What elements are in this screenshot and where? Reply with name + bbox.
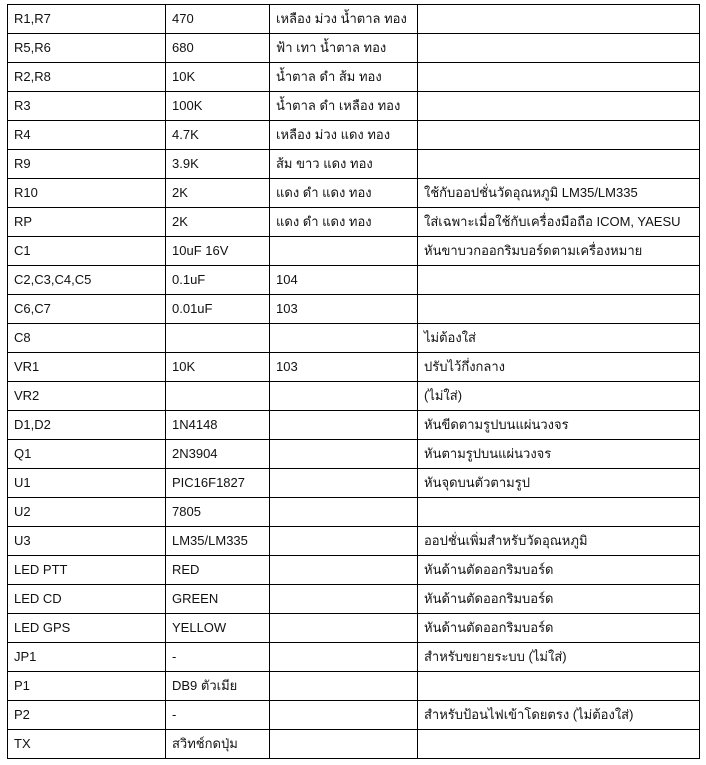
- cell-code: [270, 701, 418, 730]
- table-row: [8, 5, 700, 34]
- table-row: [8, 498, 700, 527]
- cell-reference: C1: [8, 237, 166, 266]
- table-row: [8, 382, 700, 411]
- cell-note: [418, 121, 700, 150]
- cell-note: หันขีดตามรูปบนแผ่นวงจร: [418, 411, 700, 440]
- table-row: [8, 614, 700, 643]
- cell-reference: JP1: [8, 643, 166, 672]
- cell-code: [270, 498, 418, 527]
- table-row: [8, 324, 700, 353]
- cell-reference: VR1: [8, 353, 166, 382]
- cell-code: [270, 672, 418, 701]
- cell-code: 103: [270, 295, 418, 324]
- table-row: [8, 353, 700, 382]
- cell-reference: R5,R6: [8, 34, 166, 63]
- cell-code: [270, 324, 418, 353]
- cell-reference: R10: [8, 179, 166, 208]
- cell-reference: D1,D2: [8, 411, 166, 440]
- table-row: [8, 34, 700, 63]
- table-row: [8, 730, 700, 759]
- cell-note: [418, 266, 700, 295]
- table-row: [8, 150, 700, 179]
- cell-note: ออปชั่นเพิ่มสำหรับวัดอุณหภูมิ: [418, 527, 700, 556]
- cell-reference: C6,C7: [8, 295, 166, 324]
- cell-value: [166, 382, 270, 411]
- cell-reference: P2: [8, 701, 166, 730]
- cell-reference: U2: [8, 498, 166, 527]
- cell-note: ใส่เฉพาะเมื่อใช้กับเครื่องมือถือ ICOM, YAESU: [418, 208, 700, 237]
- table-row: [8, 121, 700, 150]
- parts-list-body: [8, 5, 700, 759]
- cell-reference: U1: [8, 469, 166, 498]
- table-row: [8, 92, 700, 121]
- cell-value: 2N3904: [166, 440, 270, 469]
- cell-value: 7805: [166, 498, 270, 527]
- cell-value: GREEN: [166, 585, 270, 614]
- cell-reference: LED CD: [8, 585, 166, 614]
- cell-reference: R9: [8, 150, 166, 179]
- table-row: [8, 266, 700, 295]
- table-row: [8, 237, 700, 266]
- cell-reference: LED GPS: [8, 614, 166, 643]
- cell-reference: TX: [8, 730, 166, 759]
- cell-code: แดง ดำ แดง ทอง: [270, 208, 418, 237]
- cell-note: (ไม่ใส่): [418, 382, 700, 411]
- parts-list-table: [7, 4, 700, 759]
- cell-value: 4.7K: [166, 121, 270, 150]
- cell-reference: C2,C3,C4,C5: [8, 266, 166, 295]
- table-row: [8, 440, 700, 469]
- cell-note: หันตามรูปบนแผ่นวงจร: [418, 440, 700, 469]
- cell-note: [418, 92, 700, 121]
- cell-note: หันด้านตัดออกริมบอร์ด: [418, 556, 700, 585]
- cell-note: หันด้านตัดออกริมบอร์ด: [418, 585, 700, 614]
- cell-code: [270, 730, 418, 759]
- cell-note: [418, 672, 700, 701]
- cell-reference: R4: [8, 121, 166, 150]
- cell-note: ไม่ต้องใส่: [418, 324, 700, 353]
- table-row: [8, 179, 700, 208]
- table-row: [8, 63, 700, 92]
- cell-code: [270, 556, 418, 585]
- table-row: [8, 585, 700, 614]
- cell-note: [418, 34, 700, 63]
- cell-code: 103: [270, 353, 418, 382]
- cell-value: 2K: [166, 208, 270, 237]
- cell-note: [418, 63, 700, 92]
- cell-code: เหลือง ม่วง น้ำตาล ทอง: [270, 5, 418, 34]
- cell-value: DB9 ตัวเมีย: [166, 672, 270, 701]
- cell-code: [270, 382, 418, 411]
- cell-reference: P1: [8, 672, 166, 701]
- cell-note: หันด้านตัดออกริมบอร์ด: [418, 614, 700, 643]
- cell-value: 470: [166, 5, 270, 34]
- cell-code: [270, 614, 418, 643]
- cell-code: [270, 527, 418, 556]
- cell-code: น้ำตาล ดำ เหลือง ทอง: [270, 92, 418, 121]
- table-row: [8, 701, 700, 730]
- cell-reference: R1,R7: [8, 5, 166, 34]
- cell-value: 680: [166, 34, 270, 63]
- cell-code: [270, 469, 418, 498]
- cell-code: เหลือง ม่วง แดง ทอง: [270, 121, 418, 150]
- cell-code: แดง ดำ แดง ทอง: [270, 179, 418, 208]
- cell-reference: R2,R8: [8, 63, 166, 92]
- cell-code: น้ำตาล ดำ ส้ม ทอง: [270, 63, 418, 92]
- cell-value: [166, 324, 270, 353]
- cell-code: ส้ม ขาว แดง ทอง: [270, 150, 418, 179]
- table-row: [8, 411, 700, 440]
- cell-note: ปรับไว้กึ่งกลาง: [418, 353, 700, 382]
- cell-note: ใช้กับออปชั่นวัดอุณหภูมิ LM35/LM335: [418, 179, 700, 208]
- cell-note: สำหรับขยายระบบ (ไม่ใส่): [418, 643, 700, 672]
- cell-value: 10K: [166, 63, 270, 92]
- table-row: [8, 643, 700, 672]
- cell-note: [418, 5, 700, 34]
- cell-note: สำหรับป้อนไฟเข้าโดยตรง (ไม่ต้องใส่): [418, 701, 700, 730]
- cell-reference: U3: [8, 527, 166, 556]
- cell-value: 10K: [166, 353, 270, 382]
- cell-note: [418, 295, 700, 324]
- cell-code: [270, 585, 418, 614]
- cell-code: 104: [270, 266, 418, 295]
- cell-code: [270, 411, 418, 440]
- cell-code: [270, 440, 418, 469]
- cell-note: [418, 150, 700, 179]
- table-row: [8, 556, 700, 585]
- cell-code: ฟ้า เทา น้ำตาล ทอง: [270, 34, 418, 63]
- cell-code: [270, 237, 418, 266]
- cell-value: -: [166, 643, 270, 672]
- cell-reference: VR2: [8, 382, 166, 411]
- cell-value: LM35/LM335: [166, 527, 270, 556]
- table-row: [8, 295, 700, 324]
- cell-value: 0.01uF: [166, 295, 270, 324]
- cell-value: YELLOW: [166, 614, 270, 643]
- cell-value: RED: [166, 556, 270, 585]
- cell-reference: C8: [8, 324, 166, 353]
- cell-value: 2K: [166, 179, 270, 208]
- cell-value: 1N4148: [166, 411, 270, 440]
- cell-value: สวิทช์กดปุ่ม: [166, 730, 270, 759]
- cell-value: 3.9K: [166, 150, 270, 179]
- cell-value: 0.1uF: [166, 266, 270, 295]
- cell-reference: R3: [8, 92, 166, 121]
- cell-note: [418, 498, 700, 527]
- cell-note: หันขาบวกออกริมบอร์ดตามเครื่องหมาย: [418, 237, 700, 266]
- table-row: [8, 672, 700, 701]
- table-row: [8, 527, 700, 556]
- table-row: [8, 208, 700, 237]
- cell-value: PIC16F1827: [166, 469, 270, 498]
- cell-note: [418, 730, 700, 759]
- cell-value: -: [166, 701, 270, 730]
- cell-value: 10uF 16V: [166, 237, 270, 266]
- cell-value: 100K: [166, 92, 270, 121]
- cell-reference: RP: [8, 208, 166, 237]
- cell-reference: Q1: [8, 440, 166, 469]
- cell-note: หันจุดบนตัวตามรูป: [418, 469, 700, 498]
- cell-reference: LED PTT: [8, 556, 166, 585]
- cell-code: [270, 643, 418, 672]
- table-row: [8, 469, 700, 498]
